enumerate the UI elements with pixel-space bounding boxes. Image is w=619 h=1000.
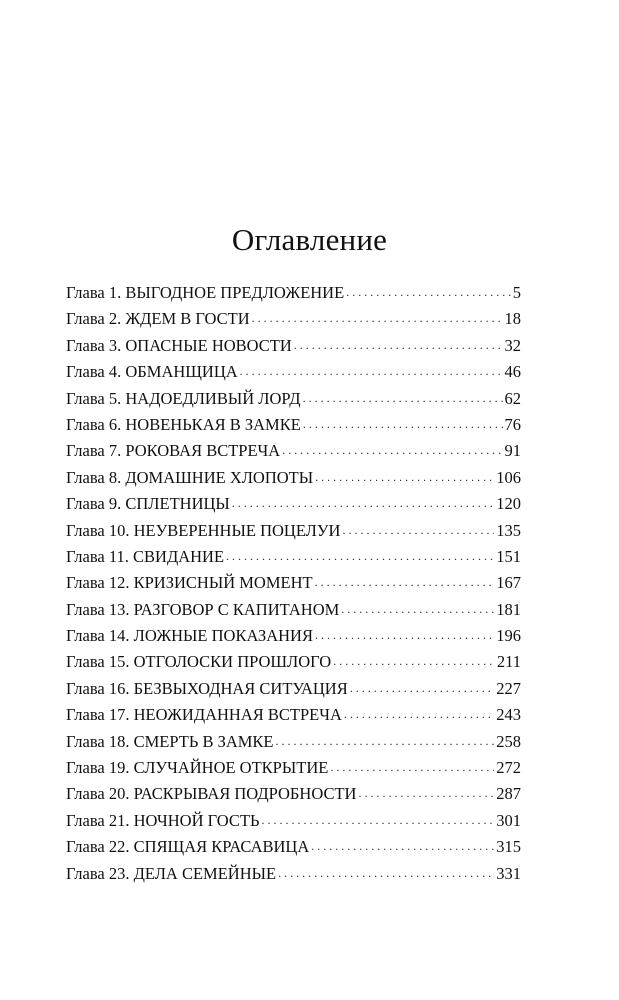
page-number: 151 <box>496 546 521 566</box>
chapter-title: Глава 18. СМЕРТЬ В ЗАМКЕ <box>66 731 274 751</box>
page-number: 91 <box>504 441 521 461</box>
chapter-title: Глава 23. ДЕЛА СЕМЕЙНЫЕ <box>66 863 277 883</box>
toc-entry[interactable] <box>66 597 521 623</box>
dot-leader <box>278 860 494 886</box>
toc-entry[interactable] <box>66 438 521 464</box>
dot-leader <box>240 358 503 384</box>
chapter-title: Глава 2. ЖДЕМ В ГОСТИ <box>66 309 250 329</box>
page-number: 331 <box>496 863 521 883</box>
chapter-title: Глава 8. ДОМАШНИЕ ХЛОПОТЫ <box>66 467 314 487</box>
page-number: 76 <box>504 414 521 434</box>
chapter-title: Глава 9. СПЛЕТНИЦЫ <box>66 494 230 514</box>
dot-leader <box>333 648 495 674</box>
chapter-title: Глава 22. СПЯЩАЯ КРАСАВИЦА <box>66 837 310 857</box>
chapter-title: Глава 5. НАДОЕДЛИВЫЙ ЛОРД <box>66 388 301 408</box>
toc-entry[interactable] <box>66 386 521 412</box>
dot-leader <box>294 332 503 358</box>
dot-leader <box>342 517 494 543</box>
page-number: 32 <box>504 335 521 355</box>
toc-entry[interactable] <box>66 649 521 675</box>
dot-leader <box>315 622 494 648</box>
chapter-title: Глава 11. СВИДАНИЕ <box>66 546 225 566</box>
page-number: 315 <box>496 837 521 857</box>
dot-leader <box>303 385 503 411</box>
chapter-title: Глава 19. СЛУЧАЙНОЕ ОТКРЫТИЕ <box>66 758 329 778</box>
page-number: 243 <box>496 705 521 725</box>
dot-leader <box>315 464 494 490</box>
page-number: 62 <box>504 388 521 408</box>
toc-entry[interactable] <box>66 412 521 438</box>
page-number: 46 <box>504 362 521 382</box>
page-title: Оглавление <box>231 222 388 257</box>
chapter-title: Глава 4. ОБМАНЩИЦА <box>66 362 238 382</box>
chapter-title: Глава 12. КРИЗИСНЫЙ МОМЕНТ <box>66 573 313 593</box>
toc-entry[interactable] <box>66 623 521 649</box>
dot-leader <box>276 728 495 754</box>
dot-leader <box>341 596 494 622</box>
page-number: 5 <box>512 283 521 302</box>
page-number: 272 <box>496 758 521 778</box>
dot-leader <box>226 543 494 569</box>
page-number: 211 <box>496 652 521 672</box>
toc-entry[interactable] <box>66 359 521 385</box>
toc-entry[interactable] <box>66 333 521 359</box>
page-number: 258 <box>496 731 521 751</box>
chapter-title: Глава 13. РАЗГОВОР С КАПИТАНОМ <box>66 599 340 619</box>
toc-entry[interactable] <box>66 808 521 834</box>
toc-entry[interactable] <box>66 755 521 781</box>
chapter-title: Глава 7. РОКОВАЯ ВСТРЕЧА <box>66 441 281 461</box>
chapter-title: Глава 17. НЕОЖИДАННАЯ ВСТРЕЧА <box>66 705 342 725</box>
dot-leader <box>315 569 495 595</box>
chapter-title: Глава 6. НОВЕНЬКАЯ В ЗАМКЕ <box>66 414 301 434</box>
chapter-title: Глава 20. РАСКРЫВАЯ ПОДРОБНОСТИ <box>66 784 357 804</box>
chapter-title: Глава 3. ОПАСНЫЕ НОВОСТИ <box>66 335 292 355</box>
page-number: 120 <box>496 494 521 514</box>
page-number: 287 <box>496 784 521 804</box>
toc-entry[interactable] <box>66 570 521 596</box>
chapter-title: Глава 1. ВЫГОДНОЕ ПРЕДЛОЖЕНИЕ <box>66 283 345 302</box>
chapter-title: Глава 21. НОЧНОЙ ГОСТЬ <box>66 810 260 830</box>
page-number: 135 <box>496 520 521 540</box>
page-number: 106 <box>496 467 521 487</box>
toc-entry[interactable] <box>66 729 521 755</box>
chapter-title: Глава 10. НЕУВЕРЕННЫЕ ПОЦЕЛУИ <box>66 520 341 540</box>
dot-leader <box>346 279 511 305</box>
dot-leader <box>350 675 495 701</box>
chapter-title: Глава 15. ОТГОЛОСКИ ПРОШЛОГО <box>66 652 332 672</box>
chapter-title: Глава 16. БЕЗВЫХОДНАЯ СИТУАЦИЯ <box>66 678 348 698</box>
table-of-contents <box>66 280 521 887</box>
dot-leader <box>252 305 503 331</box>
toc-entry[interactable] <box>66 518 521 544</box>
page-number: 18 <box>504 309 521 329</box>
toc-entry[interactable] <box>66 306 521 332</box>
page-number: 196 <box>496 626 521 646</box>
dot-leader <box>330 754 494 780</box>
toc-entry[interactable] <box>66 544 521 570</box>
dot-leader <box>282 437 502 463</box>
toc-entry[interactable] <box>66 491 521 517</box>
dot-leader <box>232 490 494 516</box>
toc-entry[interactable] <box>66 781 521 807</box>
page-number: 167 <box>496 573 521 593</box>
toc-entry[interactable] <box>66 280 521 306</box>
page-number: 227 <box>496 678 521 698</box>
dot-leader <box>344 701 494 727</box>
toc-entry[interactable] <box>66 834 521 860</box>
toc-entry[interactable] <box>66 861 521 887</box>
toc-entry[interactable] <box>66 465 521 491</box>
dot-leader <box>261 807 494 833</box>
page-number: 181 <box>496 599 521 619</box>
dot-leader <box>311 833 494 859</box>
page-number: 301 <box>496 810 521 830</box>
dot-leader <box>303 411 503 437</box>
dot-leader <box>358 780 494 806</box>
toc-entry[interactable] <box>66 676 521 702</box>
toc-entry[interactable] <box>66 702 521 728</box>
chapter-title: Глава 14. ЛОЖНЫЕ ПОКАЗАНИЯ <box>66 626 313 646</box>
